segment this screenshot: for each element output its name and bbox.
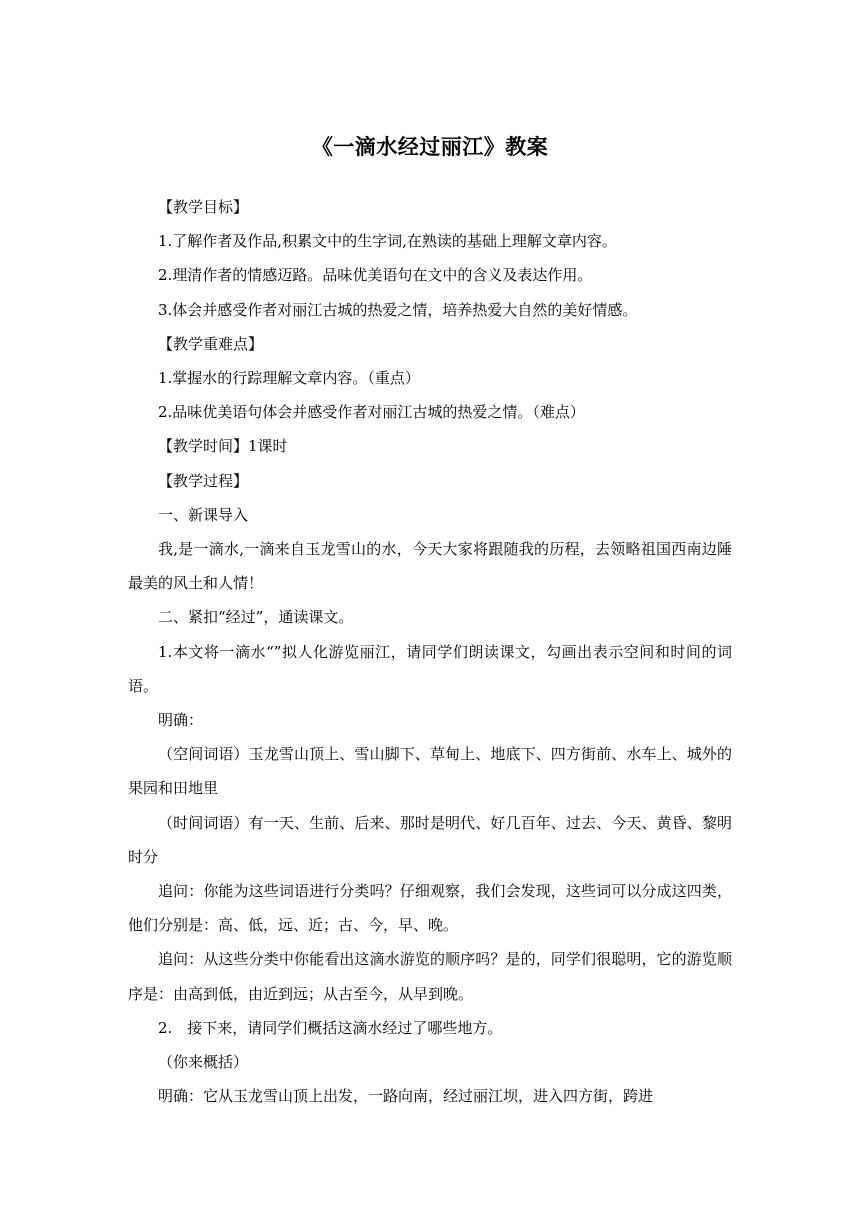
- section-heading-time: 【教学时间】1课时: [158, 437, 288, 456]
- subsection-heading: 一、新课导入: [158, 505, 249, 524]
- section-heading-objectives: 【教学目标】: [158, 198, 249, 216]
- document-title: 《一滴水经过丽江》教案: [311, 134, 549, 159]
- document-body: [128, 190, 732, 1113]
- body-paragraph: 追问：你能为这些词语进行分类吗？仔细观察，我们会发现，这些词可以分成这四类，他们分别是：高、低，远、近；古、今，早、晚。: [128, 882, 732, 935]
- subsection-heading: 二、紧扣“经过”，通读课文。: [158, 608, 354, 627]
- body-paragraph: 明确：: [158, 711, 204, 730]
- section-heading-key-points: 【教学重难点】: [158, 334, 264, 353]
- body-paragraph: 明确：它从玉龙雪山顶上出发，一路向南，经过丽江坝，进入四方街，跨进: [158, 1087, 654, 1106]
- objective-item: 2.理清作者的情感迈路。品味优美语句在文中的含义及表达作用。: [158, 266, 593, 285]
- body-paragraph: 1.本文将一滴水“”拟人化游览丽江，请同学们朗读课文，勾画出表示空间和时间的词语。: [128, 642, 732, 695]
- objective-item: 1.了解作者及作品,积累文中的生字词,在熟读的基础上理解文章内容。: [158, 232, 617, 251]
- section-heading-process: 【教学过程】: [158, 471, 249, 490]
- body-paragraph: 追问：从这些分类中你能看出这滴水游览的顺序吗？是的，同学们很聪明，它的游览顺序是：由高到低，由近到远；从古至今，从早到晚。: [128, 950, 732, 1003]
- key-point-item: 1.掌握水的行踪理解文章内容。（重点）: [158, 369, 420, 388]
- body-paragraph: 我,是一滴水,一滴来自玉龙雪山的水，今天大家将跟随我的历程，去领略祖国西南边陲最美的风土和人情！: [128, 540, 732, 593]
- body-paragraph: 2. 接下来，请同学们概括这滴水经过了哪些地方。: [158, 1018, 503, 1037]
- key-point-item: 2.品味优美语句体会并感受作者对丽江古城的热爱之情。（难点）: [158, 403, 585, 422]
- body-paragraph: （空间词语）玉龙雪山顶上、雪山脚下、草甸上、地底下、四方街前、水车上、城外的果园和田地里: [128, 745, 732, 798]
- body-paragraph: （你来概括）: [158, 1053, 249, 1072]
- body-paragraph: （时间词语）有一天、生前、后来、那时是明代、好几百年、过去、今天、黄昏、黎明时分: [128, 813, 732, 866]
- objective-item: 3.体会并感受作者对丽江古城的热爱之情，培养热爱大自然的美好情感。: [158, 300, 638, 319]
